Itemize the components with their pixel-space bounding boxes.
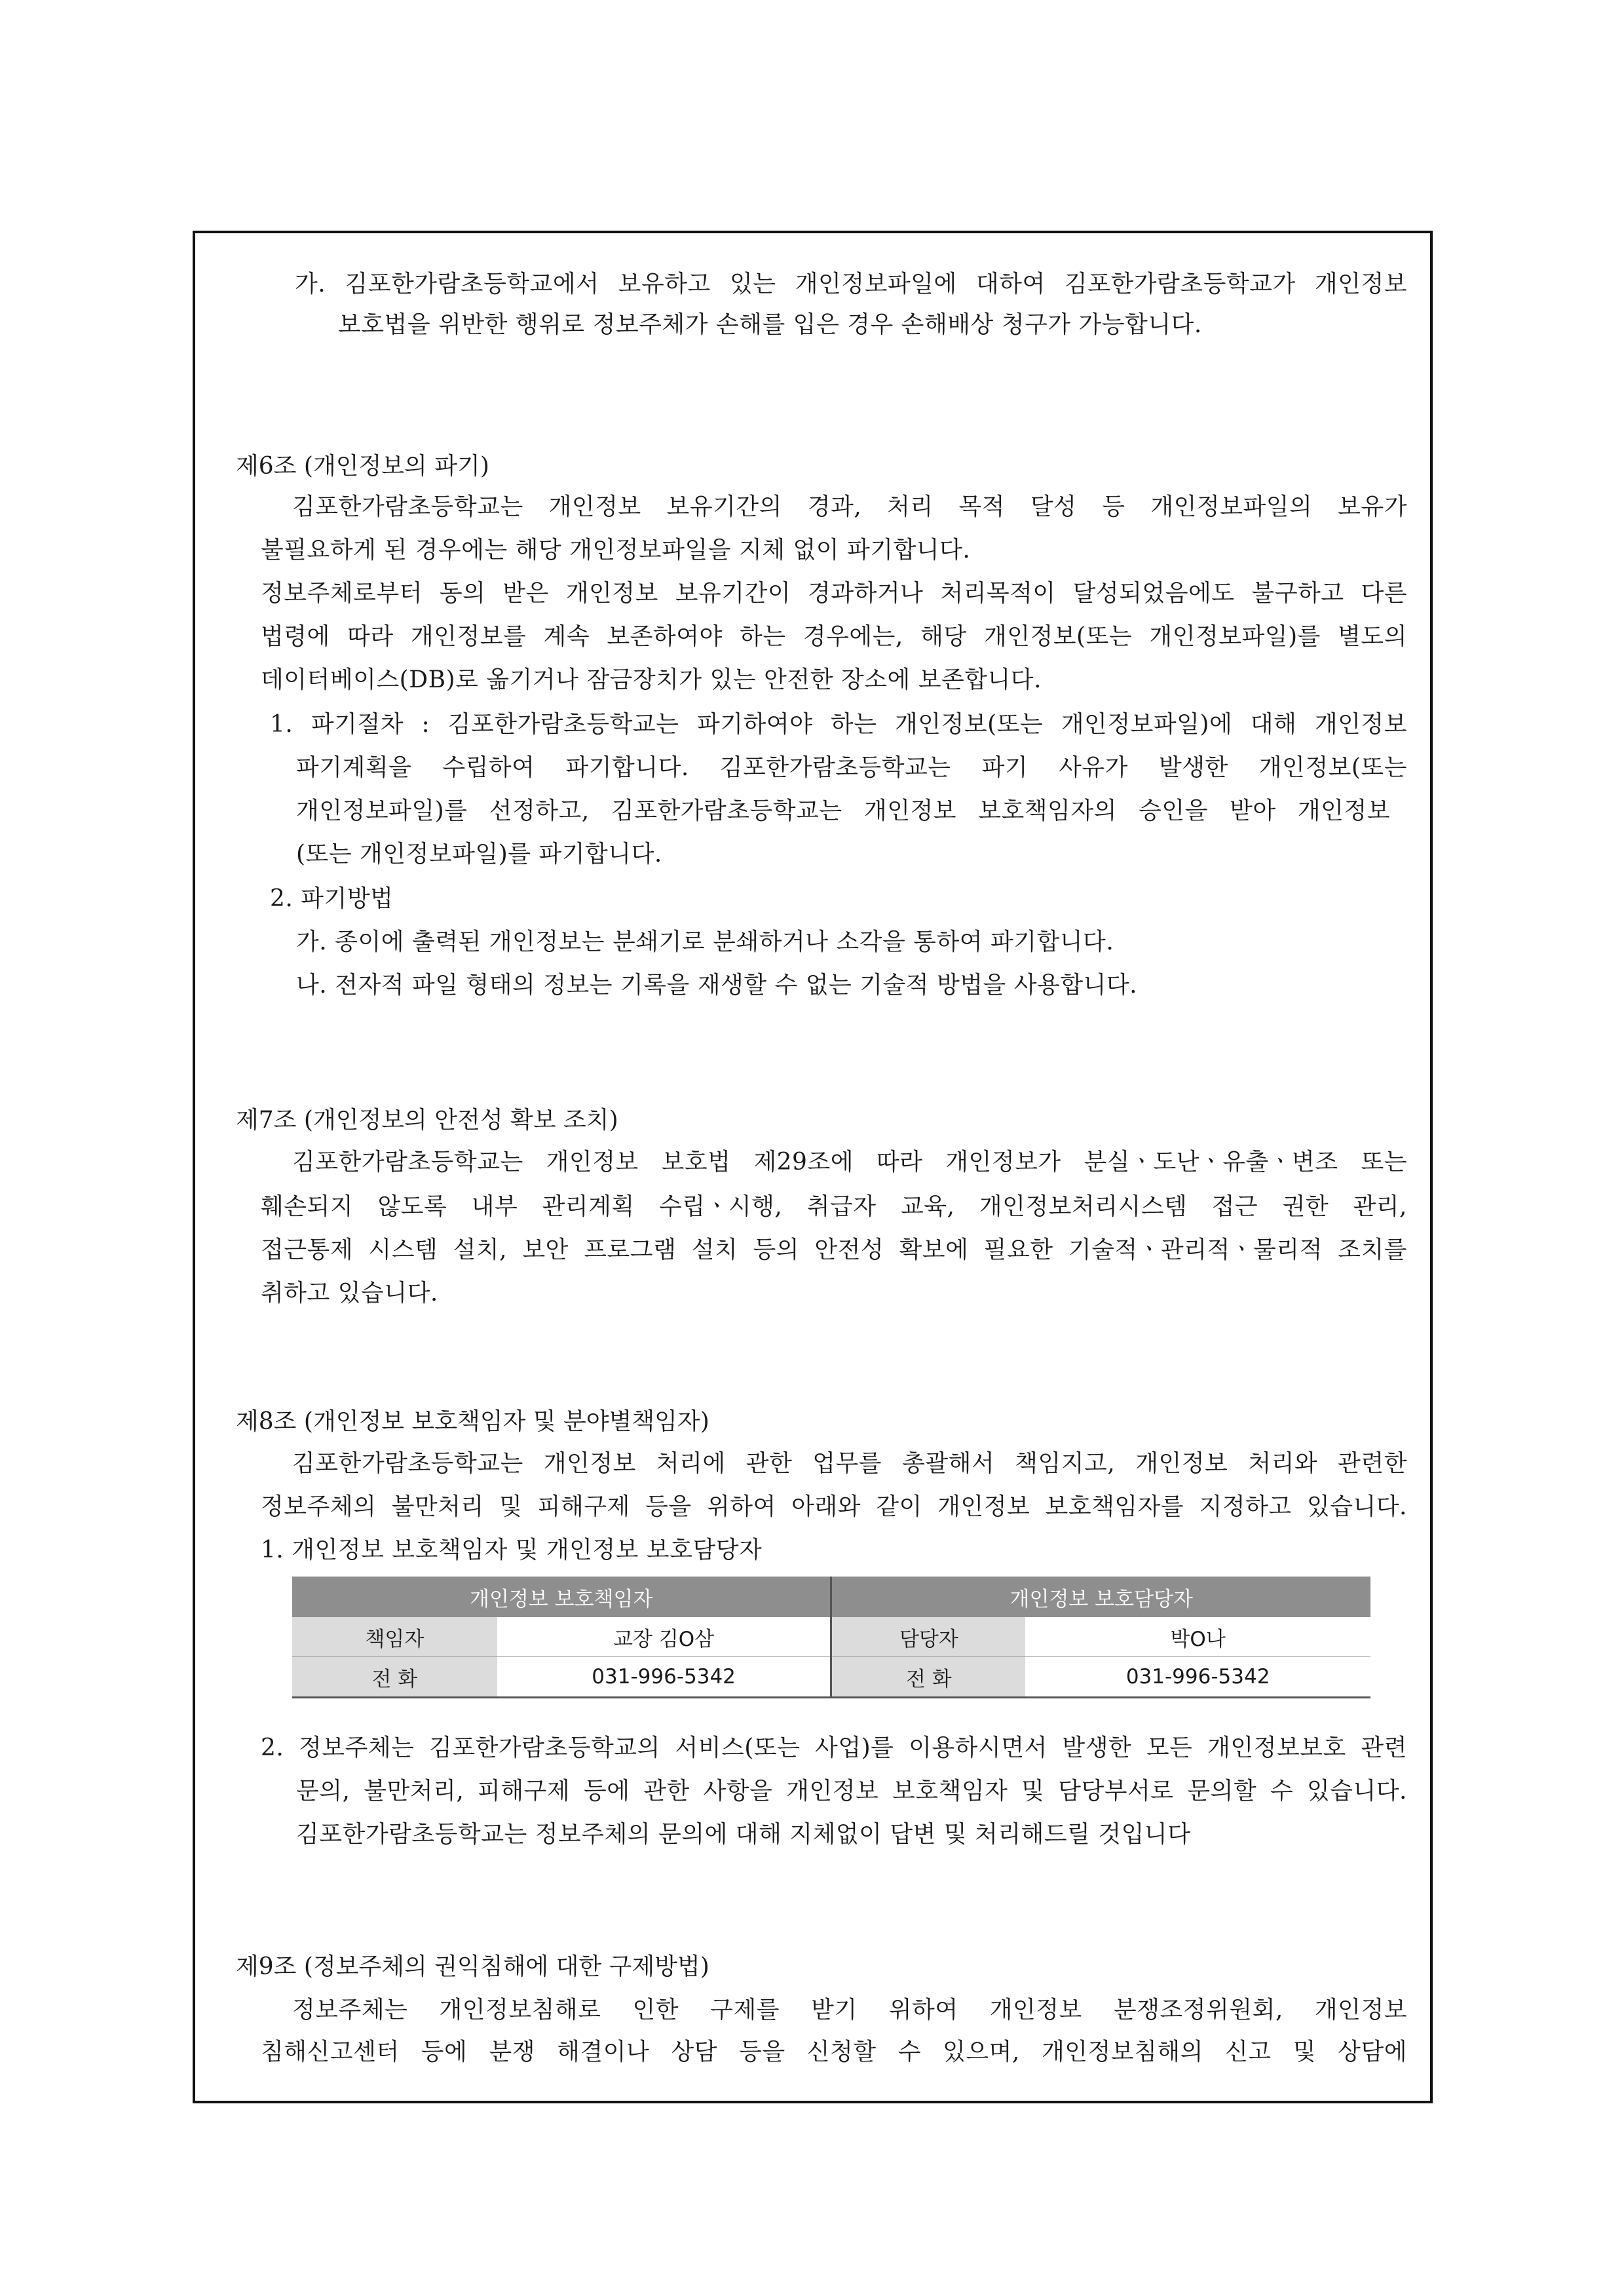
label-phone-officer: 전 화: [292, 1657, 497, 1698]
article-6-para2-line1: 정보주체로부터 동의 받은 개인정보 보유기간이 경과하거나 처리목적이 달성되었음에도 불구하고 다른: [261, 580, 1407, 607]
item-ga-line2: 보호법을 위반한 행위로 정보주체가 손해를 입은 경우 손해배상 청구가 가능합니다.: [338, 311, 1202, 338]
header-manager: 개인정보 보호담당자: [831, 1577, 1370, 1617]
article-9-heading: 제9조 (정보주체의 권익침해에 대한 구제방법): [236, 1953, 709, 1980]
method-item-na: 나. 전자적 파일 형태의 정보는 기록을 재생할 수 없는 기술적 방법을 사용합니다.: [296, 972, 1138, 999]
article-7-line3: 접근통제 시스템 설치, 보안 프로그램 설치 등의 안전성 확보에 필요한 기술적ㆍ관리적ㆍ물리적 조치를: [261, 1236, 1407, 1263]
article-7-line1: 김포한가람초등학교는 개인정보 보호법 제29조에 따라 개인정보가 분실ㆍ도난ㆍ유출ㆍ변조 또는: [292, 1149, 1407, 1176]
procedure-line2: 파기계획을 수립하여 파기합니다. 김포한가람초등학교는 파기 사유가 발생한 개인정보(또는: [296, 754, 1407, 781]
method-item-ga: 가. 종이에 출력된 개인정보는 분쇄기로 분쇄하거나 소각을 통하여 파기합니다.: [296, 928, 1114, 955]
article-7-heading: 제7조 (개인정보의 안전성 확보 조치): [236, 1107, 618, 1134]
privacy-officer-table: [292, 1577, 1370, 1698]
label-manager: 담당자: [831, 1617, 1025, 1657]
item-ga-line1: 가. 김포한가람초등학교에서 보유하고 있는 개인정보파일에 대하여 김포한가람초등학교가 개인정보: [295, 271, 1407, 297]
article-8-item2-line3: 김포한가람초등학교는 정보주체의 문의에 대해 지체없이 답변 및 처리해드릴 것입니다: [296, 1821, 1191, 1848]
value-phone-officer: 031-996-5342: [497, 1657, 831, 1698]
article-6-para2-line2: 법령에 따라 개인정보를 계속 보존하여야 하는 경우에는, 해당 개인정보(또는 개인정보파일)를 별도의: [261, 623, 1407, 650]
value-manager: 박O나: [1025, 1617, 1370, 1657]
article-9-line1: 정보주체는 개인정보침해로 인한 구제를 받기 위하여 개인정보 분쟁조정위원회, 개인정보: [292, 1997, 1407, 2023]
table-row: [292, 1657, 1370, 1698]
article-8-heading: 제8조 (개인정보 보호책임자 및 분야별책임자): [236, 1408, 709, 1435]
article-6-para2-line3: 데이터베이스(DB)로 옮기거나 잠금장치가 있는 안전한 장소에 보존합니다.: [261, 666, 1042, 693]
article-8-line1: 김포한가람초등학교는 개인정보 처리에 관한 업무를 총괄해서 책임지고, 개인정보 처리와 관련한: [292, 1450, 1407, 1477]
value-officer: 교장 김O삼: [497, 1617, 831, 1657]
value-phone-manager: 031-996-5342: [1025, 1657, 1370, 1698]
procedure-line4: (또는 개인정보파일)를 파기합니다.: [296, 841, 662, 868]
article-9-line2: 침해신고센터 등에 분쟁 해결이나 상담 등을 신청할 수 있으며, 개인정보침해의 신고 및 상담에: [261, 2038, 1407, 2065]
header-officer: 개인정보 보호책임자: [292, 1577, 831, 1617]
article-8-item1: 1. 개인정보 보호책임자 및 개인정보 보호담당자: [261, 1537, 763, 1563]
article-8-line2: 정보주체의 불만처리 및 피해구제 등을 위하여 아래와 같이 개인정보 보호책임자를 지정하고 있습니다.: [261, 1493, 1407, 1520]
article-6-heading: 제6조 (개인정보의 파기): [236, 453, 489, 480]
label-phone-manager: 전 화: [831, 1657, 1025, 1698]
procedure-line3: 개인정보파일)를 선정하고, 김포한가람초등학교는 개인정보 보호책임자의 승인을 받아 개인정보: [296, 797, 1390, 824]
article-7-line2: 훼손되지 않도록 내부 관리계획 수립ㆍ시행, 취급자 교육, 개인정보처리시스템 접근 권한 관리,: [261, 1193, 1407, 1220]
table-row: [292, 1617, 1370, 1657]
article-6-para1-line2: 불필요하게 된 경우에는 해당 개인정보파일을 지체 없이 파기합니다.: [261, 537, 971, 564]
procedure-line1: 1. 파기절차 : 김포한가람초등학교는 파기하여야 하는 개인정보(또는 개인정보파일)에 대해 개인정보: [270, 711, 1407, 738]
article-8-item2-line2: 문의, 불만처리, 피해구제 등에 관한 사항을 개인정보 보호책임자 및 담당부서로 문의할 수 있습니다.: [296, 1778, 1407, 1805]
article-6-para1-line1: 김포한가람초등학교는 개인정보 보유기간의 경과, 처리 목적 달성 등 개인정보파일의 보유가: [292, 493, 1407, 520]
table-header-row: [292, 1577, 1370, 1617]
label-officer: 책임자: [292, 1617, 497, 1657]
article-7-line4: 취하고 있습니다.: [261, 1280, 438, 1307]
method-heading: 2. 파기방법: [270, 885, 394, 912]
article-8-item2-line1: 2. 정보주체는 김포한가람초등학교의 서비스(또는 사업)를 이용하시면서 발생한 모든 개인정보보호 관련: [261, 1734, 1407, 1761]
